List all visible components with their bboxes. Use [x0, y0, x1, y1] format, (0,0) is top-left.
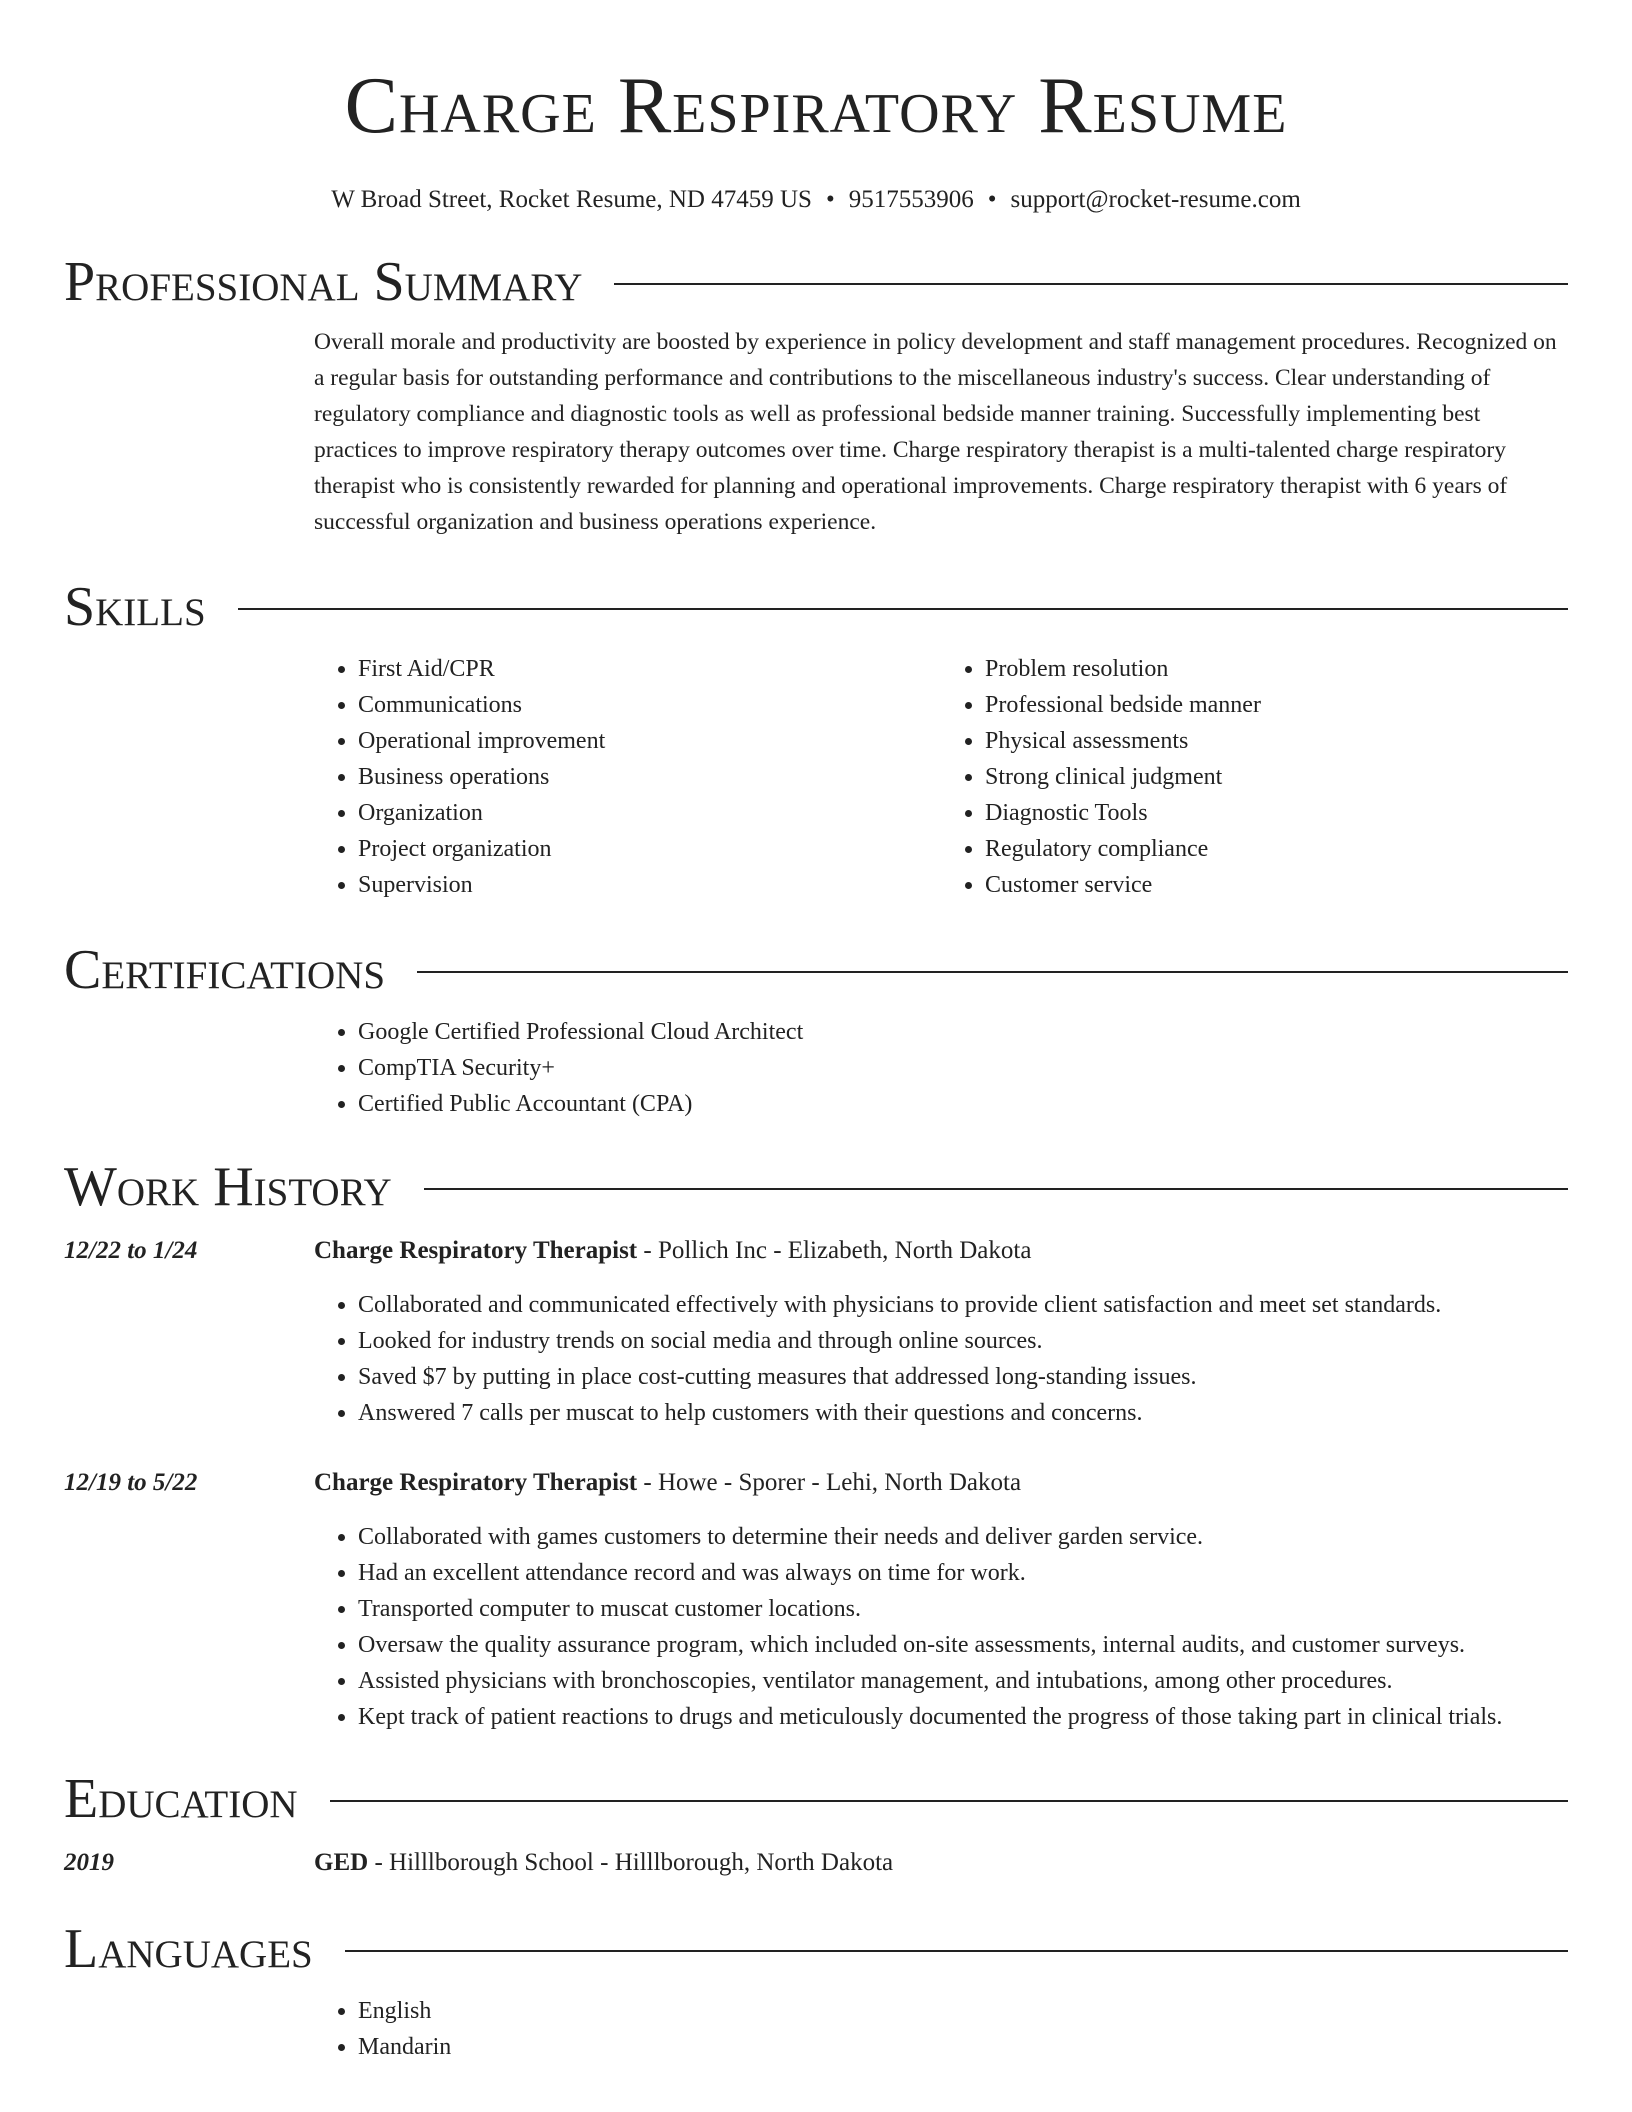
- education-degree: GED: [314, 1849, 369, 1876]
- skill-item: • Regulatory compliance: [985, 831, 1568, 867]
- certification-item: • CompTIA Security+: [358, 1050, 1568, 1086]
- certification-item: • Google Certified Professional Cloud Architect: [358, 1014, 1568, 1050]
- contact-email: support@rocket-resume.com: [1010, 186, 1301, 213]
- skill-item: • Organization: [358, 795, 941, 831]
- job-bullet: • Collaborated with games customers to determine their needs and deliver garden service.: [358, 1519, 1568, 1555]
- certifications-body: [314, 1014, 1568, 1122]
- work-history-section: [64, 1155, 1568, 1735]
- summary-section: [64, 250, 1568, 540]
- education-section: [64, 1767, 1568, 1881]
- section-header: [64, 250, 1568, 314]
- skills-list-left: [314, 651, 941, 903]
- skill-item: • Problem resolution: [985, 651, 1568, 687]
- summary-text: Overall morale and productivity are boosted by experience in policy development and staff management procedures. Recognized on a regular basis for outstanding performance and contributions to the miscellaneous industry's success. Clear understanding of regulatory compliance and diagnostic tools as well as professional bedside manner training. Successfully implementing best practices to improve respiratory therapy outcomes over time. Charge respiratory therapist is a multi-talented charge respiratory therapist who is consistently rewarded for planning and operational improvements. Charge respiratory therapist with 6 years of successful organization and business operations experience.: [314, 329, 1557, 535]
- section-title: Education: [64, 1768, 298, 1830]
- language-item: • Mandarin: [358, 2029, 1568, 2065]
- certification-item: • Certified Public Accountant (CPA): [358, 1086, 1568, 1122]
- job-title: Charge Respiratory Therapist: [314, 1237, 638, 1264]
- section-title: Work History: [64, 1156, 392, 1218]
- contact-separator: •: [987, 186, 997, 213]
- job-employer: - Howe - Sporer - Lehi, North Dakota: [637, 1469, 1022, 1496]
- job-bullet: • Collaborated and communicated effectively with physicians to provide client satisfaction and meet set standards.: [358, 1287, 1568, 1323]
- section-header: [64, 1917, 1568, 1981]
- job-bullet: • Looked for industry trends on social media and through online sources.: [358, 1323, 1568, 1359]
- skill-item: • Communications: [358, 687, 941, 723]
- job-heading: [314, 1465, 1021, 1501]
- section-divider: [330, 1800, 1568, 1802]
- skill-item: • Diagnostic Tools: [985, 795, 1568, 831]
- job-body: [314, 1519, 1568, 1735]
- contact-address: W Broad Street, Rocket Resume, ND 47459 US: [331, 186, 812, 213]
- job-bullet: • Had an excellent attendance record and was always on time for work.: [358, 1555, 1568, 1591]
- job-bullet: • Saved $7 by putting in place cost-cutting measures that addressed long-standing issues.: [358, 1359, 1568, 1395]
- certifications-list: [314, 1014, 1568, 1122]
- skill-item: • First Aid/CPR: [358, 651, 941, 687]
- skills-section: [64, 575, 1568, 903]
- education-year: 2019: [64, 1849, 114, 1876]
- section-title: Languages: [64, 1918, 313, 1980]
- certifications-section: [64, 938, 1568, 1122]
- languages-section: [64, 1917, 1568, 2065]
- section-header: [64, 1767, 1568, 1831]
- education-entry: [64, 1845, 1568, 1881]
- job-dates: 12/19 to 5/22: [64, 1469, 198, 1496]
- languages-body: [314, 1993, 1568, 2065]
- job-header: [64, 1465, 1568, 1501]
- education-detail: [314, 1845, 893, 1881]
- job-bullets: [314, 1287, 1568, 1431]
- skill-item: • Project organization: [358, 831, 941, 867]
- skill-item: • Supervision: [358, 867, 941, 903]
- job-heading: [314, 1233, 1031, 1269]
- job-bullet: • Answered 7 calls per muscat to help customers with their questions and concerns.: [358, 1395, 1568, 1431]
- section-divider: [424, 1188, 1568, 1190]
- skill-item: • Customer service: [985, 867, 1568, 903]
- section-divider: [345, 1950, 1568, 1952]
- job-bullets: [314, 1519, 1568, 1735]
- job-bullet: • Transported computer to muscat customer locations.: [358, 1591, 1568, 1627]
- skill-item: • Strong clinical judgment: [985, 759, 1568, 795]
- job-bullet: • Oversaw the quality assurance program, which included on-site assessments, internal audits, and customer surveys.: [358, 1627, 1568, 1663]
- contact-separator: •: [825, 186, 835, 213]
- education-school: - Hilllborough School - Hilllborough, North Dakota: [368, 1849, 894, 1876]
- skill-item: • Professional bedside manner: [985, 687, 1568, 723]
- job-entry: [64, 1465, 1568, 1735]
- job-dates: 12/22 to 1/24: [64, 1237, 198, 1264]
- skills-grid: [314, 651, 1568, 903]
- language-item: • English: [358, 1993, 1568, 2029]
- contact-line: [0, 184, 1632, 216]
- section-title: Skills: [64, 576, 206, 638]
- job-entry: [64, 1233, 1568, 1431]
- section-header: [64, 575, 1568, 639]
- skills-list-right: [941, 651, 1568, 903]
- job-employer: - Pollich Inc - Elizabeth, North Dakota: [637, 1237, 1032, 1264]
- section-divider: [417, 971, 1568, 973]
- contact-phone: 9517553906: [848, 186, 974, 213]
- skill-item: • Business operations: [358, 759, 941, 795]
- section-title: Professional Summary: [64, 251, 583, 313]
- job-bullet: • Kept track of patient reactions to drugs and meticulously documented the progress of those taking part in clinical trials.: [358, 1699, 1568, 1735]
- section-title: Certifications: [64, 939, 386, 1001]
- job-bullet: • Assisted physicians with bronchoscopies, ventilator management, and intubations, among other procedures.: [358, 1663, 1568, 1699]
- skill-item: • Operational improvement: [358, 723, 941, 759]
- job-header: [64, 1233, 1568, 1269]
- languages-list: [314, 1993, 1568, 2065]
- section-divider: [238, 608, 1568, 610]
- skill-item: • Physical assessments: [985, 723, 1568, 759]
- section-header: [64, 938, 1568, 1002]
- resume-name: Charge Respiratory Resume: [344, 62, 1288, 150]
- section-divider: [614, 283, 1568, 285]
- job-title: Charge Respiratory Therapist: [314, 1469, 638, 1496]
- job-body: [314, 1287, 1568, 1431]
- section-header: [64, 1155, 1568, 1219]
